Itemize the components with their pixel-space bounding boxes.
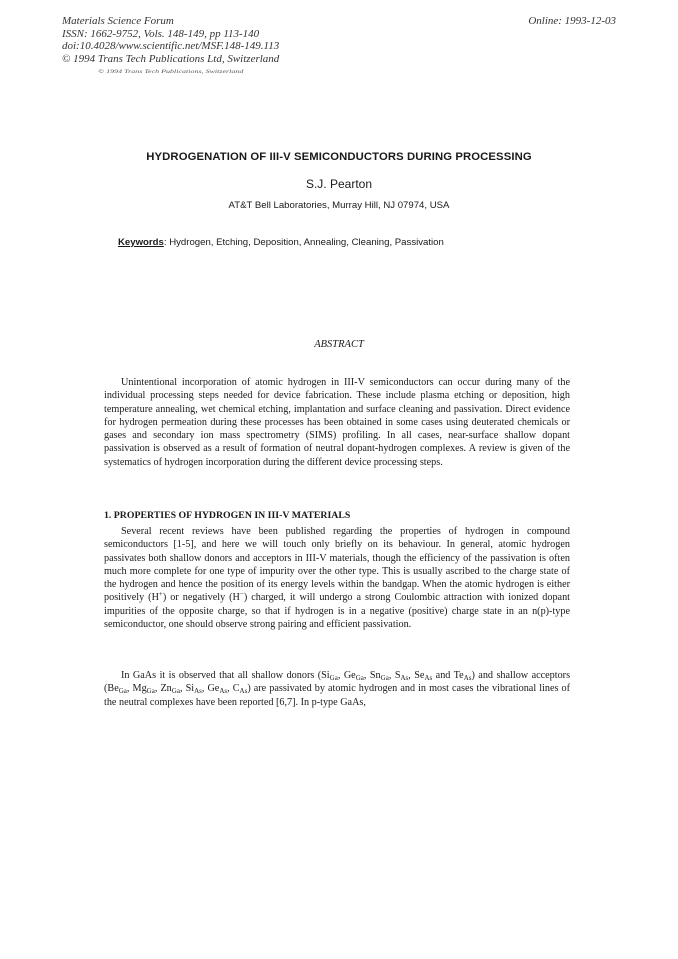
p2-text-a: In GaAs it is observed that all shallow donors ( bbox=[121, 670, 322, 681]
paragraph-1 bbox=[104, 525, 570, 631]
acceptor-list: $Be_{Ga}$, $Mg_{Ga}$, $Zn_{Ga}$, $Si_{As}$, $Ge_{As}$, $C_{As}$ bbox=[107, 683, 248, 696]
p2-text-b: ) and shallow acceptors ( bbox=[104, 670, 571, 695]
p1-text-a: Several recent reviews have been published regarding the properties of hydrogen in compound semiconductors [1-5], and here we will touch only briefly on its behaviour. In general, atomic hydrogen passivates both shallow donors and acceptors in III-V materials, though the efficiency of the passivation is often much more complete for one type of impurity over the other type. This is usually ascribed to the charge state of the hydrogen and hence the position of its energy levels within the bandgap. When the atomic hydrogen is either positively (H bbox=[104, 526, 570, 604]
affiliation: AT&T Bell Laboratories, Murray Hill, NJ 07974, USA bbox=[228, 200, 450, 211]
paper-title: HYDROGENATION OF III-V SEMICONDUCTORS DURING PROCESSING bbox=[146, 151, 532, 163]
keywords-label: Keywords bbox=[118, 237, 164, 248]
journal-name: Materials Science Forum bbox=[62, 15, 174, 27]
dopant-species: $Si_{Ga}$ bbox=[321, 670, 338, 682]
p1-text-c: ) charged, it will undergo a strong Coulombic attraction with ionized dopant impurities of the opposite charge, so that if hydrogen is in a negative (positive) charge state in an n(p)-type semiconductor, one should observe strong pairing and efficient passivation. bbox=[104, 592, 570, 631]
online-date: Online: 1993-12-03 bbox=[528, 15, 616, 27]
section-heading: 1. PROPERTIES OF HYDROGEN IN III-V MATERIALS bbox=[104, 510, 351, 521]
dopant-species: $Ge_{As}$ bbox=[207, 683, 228, 696]
citation-header bbox=[62, 15, 279, 65]
dopant-species: $Mg_{Ga}$ bbox=[132, 683, 155, 696]
copyright-line: © 1994 Trans Tech Publications Ltd, Switzerland bbox=[62, 52, 280, 65]
dopant-species: $Te_{As}$ bbox=[453, 670, 472, 682]
dopant-species: $Zn_{Ga}$ bbox=[160, 683, 180, 696]
doi-line: doi:10.4028/www.scientific.net/MSF.148-149.113 bbox=[62, 40, 280, 52]
p2-text-c: ) are passivated by atomic hydrogen and in most cases the vibrational lines of the neutral complexes have been reported [6,7]. In p-type GaAs, bbox=[104, 683, 570, 708]
keywords-text: : Hydrogen, Etching, Deposition, Annealing, Cleaning, Passivation bbox=[163, 237, 444, 248]
dopant-species: $Se_{As}$ bbox=[414, 670, 433, 682]
author-name: S.J. Pearton bbox=[305, 177, 373, 191]
copyright-stamp: © 1994 Trans Tech Publications, Switzerland bbox=[98, 68, 244, 75]
keywords bbox=[118, 237, 444, 248]
dopant-species: $Si_{As}$ bbox=[185, 683, 202, 696]
dopant-species: $S_{As}$ bbox=[394, 670, 409, 682]
dopant-species: $Be_{Ga}$ bbox=[107, 683, 127, 696]
dopant-species: $Ge_{Ga}$ bbox=[343, 670, 364, 682]
abstract-heading: ABSTRACT bbox=[314, 339, 364, 350]
issn-line: ISSN: 1662-9752, Vols. 148-149, pp 113-140 bbox=[62, 27, 260, 40]
p1-sup-minus: − bbox=[239, 590, 244, 599]
dopant-species: $Sn_{Ga}$ bbox=[369, 670, 389, 682]
abstract-text: Unintentional incorporation of atomic hydrogen in III-V semiconductors can occur during many of the individual processing steps needed for device fabrication. These include plasma etching or deposition, high temperature annealing, wet chemical etching, implantation and surface cleaning and passivation. Direct evidence for hydrogen permeation during these processes has been obtained in some cases using deuterated chemicals or gases and secondary ion mass spectrometry (SIMS) profiling. In all cases, near-surface shallow dopant passivation is observed as a result of formation of neutral dopant-hydrogen complexes. A review is given of the systematics of hydrogen incorporation during the different device processing steps. bbox=[104, 377, 570, 468]
donor-list: $Si_{Ga}$, $Ge_{Ga}$, $Sn_{Ga}$, $S_{As}$, $Se_{As}$ and $Te_{As}$ bbox=[321, 670, 472, 682]
p1-text-b: ) or negatively (H bbox=[162, 592, 240, 604]
p1-sup-plus: + bbox=[158, 590, 163, 599]
dopant-species: $C_{As}$ bbox=[232, 683, 248, 696]
paragraph-2 bbox=[104, 669, 570, 709]
